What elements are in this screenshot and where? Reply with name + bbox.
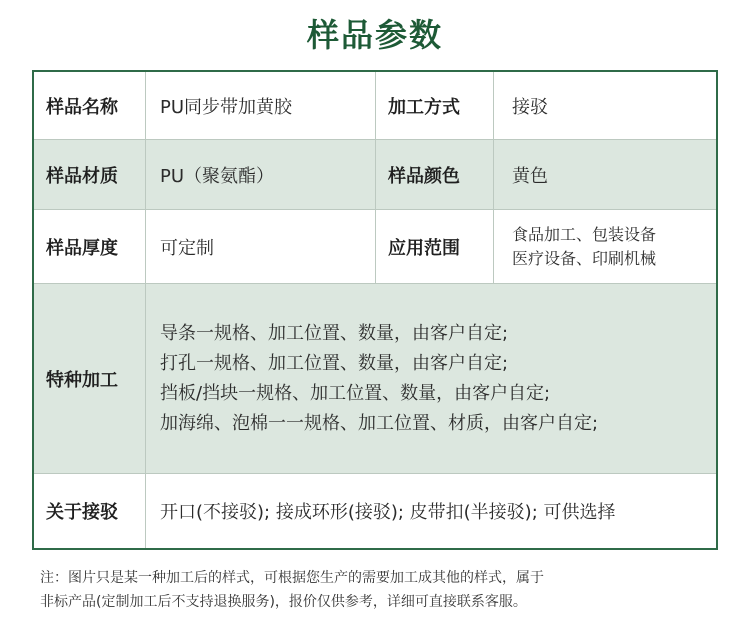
value-sample-name: PU同步带加黄胶: [160, 96, 293, 118]
parameter-table: [32, 70, 718, 550]
label-sample-material: 样品材质: [46, 165, 118, 187]
value-sample-thickness: 可定制: [160, 237, 214, 259]
value-sample-material: PU（聚氨酯）: [160, 165, 275, 187]
special-processing-line: 加海绵、泡棉一一规格、加工位置、材质，由客户自定;: [160, 412, 599, 434]
label-special-processing: 特种加工: [46, 369, 118, 391]
page-title: 样品参数: [306, 16, 443, 54]
table-row-name: [34, 72, 716, 140]
label-sample-color: 样品颜色: [388, 165, 460, 187]
special-processing-line: 导条一规格、加工位置、数量，由客户自定;: [160, 322, 509, 344]
label-about-splice: 关于接驳: [46, 502, 118, 523]
table-row-special: [34, 284, 716, 474]
table-row-thickness: [34, 210, 716, 284]
special-processing-line: 打孔一规格、加工位置、数量，由客户自定;: [160, 352, 509, 374]
label-processing-method: 加工方式: [388, 96, 460, 118]
footnote-line: 非标产品(定制加工后不支持退换服务)，报价仅供参考，详细可直接联系客服。: [40, 594, 527, 610]
value-application-line: 食品加工、包装设备: [512, 224, 657, 244]
value-processing-method: 接驳: [512, 96, 548, 118]
footnote: [40, 566, 720, 614]
table-row-splice: [34, 474, 716, 548]
label-application-range: 应用范围: [388, 237, 460, 259]
table-row-material: [34, 140, 716, 210]
special-processing-line: 挡板/挡块一规格、加工位置、数量，由客户自定;: [160, 382, 551, 404]
footnote-line: 注：图片只是某一种加工后的样式，可根据您生产的需要加工成其他的样式，属于: [40, 570, 544, 586]
value-about-splice: 开口(不接驳); 接成环形(接驳); 皮带扣(半接驳); 可供选择: [160, 502, 616, 523]
value-application-line: 医疗设备、印刷机械: [512, 248, 657, 268]
label-sample-name: 样品名称: [46, 96, 118, 118]
value-sample-color: 黄色: [512, 165, 548, 187]
label-sample-thickness: 样品厚度: [46, 237, 118, 259]
